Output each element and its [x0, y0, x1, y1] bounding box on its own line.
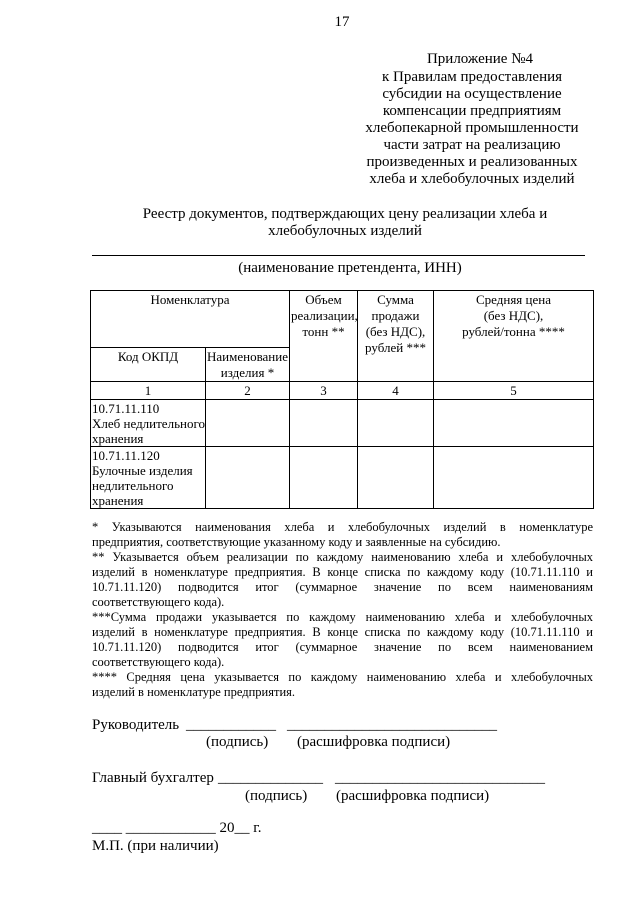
footnote-line: изделий в номенклатуре предприятия. В конце списка по каждому коду (10.71.11.110 и: [92, 564, 593, 579]
appendix-line: произведенных и реализованных: [366, 154, 578, 171]
cell-volume: [290, 400, 358, 447]
footnote-line: изделий в номенклатуре предприятия. В конце списка по каждому коду (10.71.11.110 и: [92, 624, 593, 639]
cell-product-name: [206, 400, 290, 447]
header-text: (без НДС),: [365, 324, 426, 339]
okpd-name-line: Хлеб недлительного: [92, 416, 205, 431]
table-row: [91, 400, 594, 447]
footnote-line: * Указываются наименования хлеба и хлебобулочных изделий в номенклатуре: [92, 519, 593, 534]
table-row: [91, 447, 594, 509]
document-title: Реестр документов, подтверждающих цену реализации хлеба и хлебобулочных изделий: [142, 206, 548, 239]
page-number: 17: [334, 14, 350, 30]
okpd-name-line: хранения: [92, 493, 144, 508]
column-number: 2: [206, 382, 290, 400]
chief-accountant-name-blank: ____________________________: [335, 769, 545, 786]
okpd-code: 10.71.11.110: [92, 401, 160, 416]
cell-okpd: [91, 400, 206, 447]
okpd-name-line: Булочные изделия: [92, 463, 193, 478]
footnote-line: 10.71.11.120) подводится итог (суммарное значение по всем наименованием: [92, 639, 593, 654]
cell-okpd: [91, 447, 206, 509]
head-signature-caption: (подпись): [206, 733, 269, 750]
cell-avg-price: [434, 447, 594, 509]
applicant-caption: (наименование претендента, ИНН): [238, 259, 462, 276]
header-text: Код ОКПД: [117, 349, 179, 364]
header-product-name: [206, 348, 290, 382]
appendix-line: хлебопекарной промышленности: [365, 120, 579, 137]
header-okpd-code: [91, 348, 206, 382]
header-text: (без НДС),: [483, 308, 544, 323]
okpd-name-line: недлительного: [92, 478, 174, 493]
column-number-row: [91, 382, 594, 400]
column-number: 5: [434, 382, 594, 400]
header-text: тонн **: [302, 324, 345, 339]
chief-accountant-signature-blank: ______________: [218, 769, 323, 786]
header-text: рублей/тонна ****: [462, 324, 565, 339]
appendix-heading: [362, 51, 582, 188]
head-name-caption: (расшифровка подписи): [297, 733, 451, 750]
cell-sales-sum: [358, 400, 434, 447]
appendix-line: Приложение №4: [426, 51, 534, 68]
footnote-line: **** Средняя цена указывается по каждому наименованию хлеба и хлебобулочных: [92, 669, 593, 684]
appendix-line: хлеба и хлебобулочных изделий: [369, 171, 575, 188]
cell-volume: [290, 447, 358, 509]
appendix-line: компенсации предприятиям: [382, 102, 562, 119]
okpd-name-line: хранения: [92, 431, 144, 446]
cell-avg-price: [434, 400, 594, 447]
footnote-line: соответствующего кода).: [92, 594, 225, 609]
column-number: 1: [91, 382, 206, 400]
footnote-line: ** Указывается объем реализации по каждому наименованию хлеба и хлебобулочных: [92, 549, 593, 564]
header-text: изделия *: [220, 365, 275, 380]
column-number: 4: [358, 382, 434, 400]
header-text: Наименование: [207, 349, 288, 364]
header-text: Номенклатура: [150, 292, 230, 307]
footnote-line: соответствующего кода).: [92, 654, 225, 669]
table-header-row: [91, 291, 594, 348]
header-text: продажи: [371, 308, 420, 323]
footnote-line: 10.71.11.120) подводится итог (суммарное значение по всем наименованиям: [92, 579, 593, 594]
chief-accountant-name-caption: (расшифровка подписи): [336, 787, 490, 804]
footnote-line: изделий в номенклатуре предприятия.: [92, 684, 296, 699]
registry-table: [90, 290, 594, 509]
header-text: Сумма: [377, 292, 414, 307]
header-sales-sum: [358, 291, 434, 382]
header-volume: [290, 291, 358, 382]
header-avg-price: [434, 291, 594, 382]
stamp-note: М.П. (при наличии): [92, 837, 219, 854]
head-label: Руководитель: [92, 716, 180, 733]
head-signature-blank: ____________: [186, 716, 276, 733]
appendix-line: субсидии на осуществление: [382, 85, 562, 102]
cell-product-name: [206, 447, 290, 509]
head-name-blank: ____________________________: [287, 716, 497, 733]
okpd-code: 10.71.11.120: [92, 448, 160, 463]
appendix-line: части затрат на реализацию: [383, 137, 561, 154]
header-text: Объем: [305, 292, 342, 307]
applicant-blank-line: [92, 255, 585, 256]
appendix-line: к Правилам предоставления: [381, 68, 563, 85]
date-line: ____ ____________ 20__ г.: [92, 819, 262, 836]
chief-accountant-label: Главный бухгалтер: [92, 769, 214, 786]
footnote-line: предприятия, соответствующие указанному коду и заявленные на субсидию.: [92, 534, 501, 549]
chief-accountant-signature-caption: (подпись): [245, 787, 308, 804]
column-number: 3: [290, 382, 358, 400]
footnotes: [92, 520, 593, 700]
header-nomenclature: [91, 291, 290, 348]
header-text: реализации,: [291, 308, 358, 323]
footnote-line: ***Сумма продажи указывается по каждому наименованию хлеба и хлебобулочных: [92, 609, 593, 624]
cell-sales-sum: [358, 447, 434, 509]
header-text: рублей ***: [365, 340, 426, 355]
header-text: Средняя цена: [475, 292, 551, 307]
